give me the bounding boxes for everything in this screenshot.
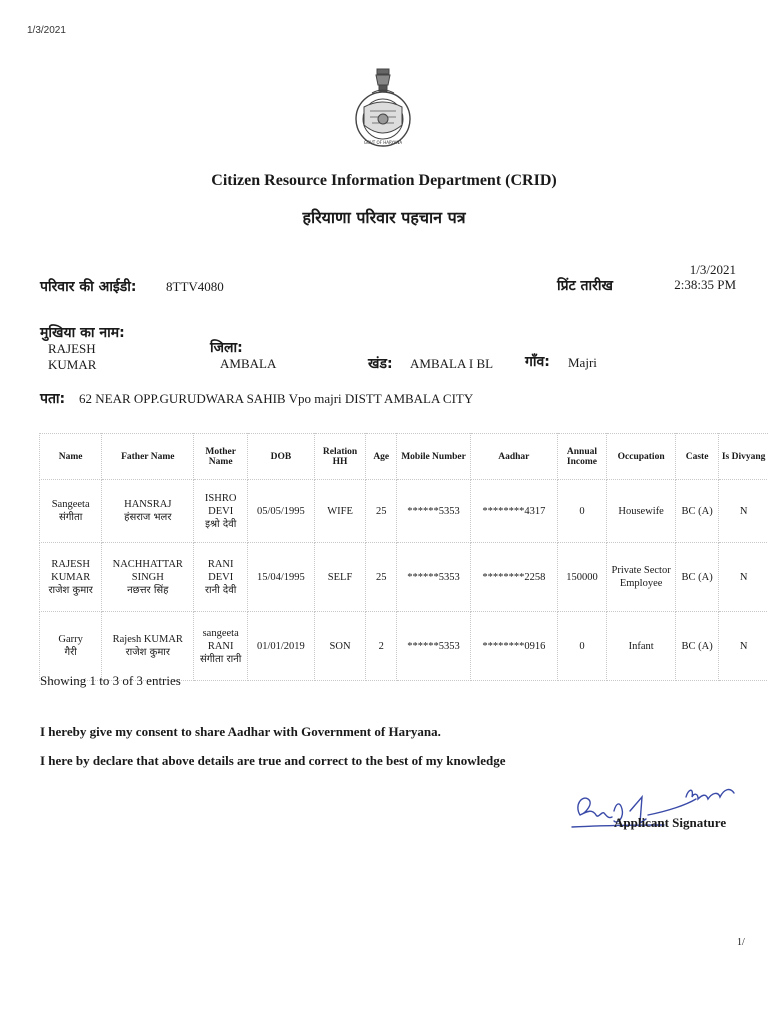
family-id-value: 8TTV4080 <box>166 279 224 294</box>
head-name-line-2: KUMAR <box>48 357 97 372</box>
village-value: Majri <box>568 355 597 370</box>
head-name <box>48 341 96 373</box>
cell-dob: 01/01/2019 <box>248 612 315 681</box>
cell-name: RAJESH KUMAR राजेश कुमार <box>40 543 102 612</box>
cell-name: Sangeeta संगीता <box>40 480 102 543</box>
head-name-line-1: RAJESH <box>48 341 96 356</box>
cell-father: HANSRAJ हंसराज भलर <box>102 480 194 543</box>
entries-count: Showing 1 to 3 of 3 entries <box>40 673 181 688</box>
col-mobile: Mobile Number <box>397 434 471 480</box>
family-id-label: परिवार की आईडी: <box>40 279 137 295</box>
table-row <box>40 543 768 612</box>
cell-occupation: Private Sector Employee <box>607 543 676 612</box>
top-date: 1/3/2021 <box>27 25 66 36</box>
cell-dob: 15/04/1995 <box>248 543 315 612</box>
col-name: Name <box>40 434 102 480</box>
cell-income: 150000 <box>557 543 607 612</box>
address-value: 62 NEAR OPP.GURUDWARA SAHIB Vpo majri DISTT AMBALA CITY <box>79 391 474 406</box>
cell-dob: 05/05/1995 <box>248 480 315 543</box>
block-value: AMBALA I BL <box>410 356 494 371</box>
cell-relation: SON <box>314 612 366 681</box>
table-row <box>40 480 768 543</box>
cell-mobile: ******5353 <box>397 480 471 543</box>
cell-occupation: Infant <box>607 612 676 681</box>
cell-father: Rajesh KUMAR राजेश कुमार <box>102 612 194 681</box>
aadhar-consent-text: I hereby give my consent to share Aadhar with Government of Haryana. <box>40 724 441 739</box>
page-number: 1/ <box>737 937 745 948</box>
col-caste: Caste <box>675 434 718 480</box>
cell-caste: BC (A) <box>675 480 718 543</box>
cell-divyang: N <box>719 543 768 612</box>
cell-age: 25 <box>366 480 397 543</box>
cell-caste: BC (A) <box>675 612 718 681</box>
district-label: जिला: <box>210 340 243 356</box>
village-label: गाँव: <box>525 354 550 370</box>
cell-income: 0 <box>557 612 607 681</box>
cell-name: Garry गैरी <box>40 612 102 681</box>
head-name-label: मुखिया का नाम: <box>40 325 125 341</box>
haryana-emblem-icon <box>352 67 414 153</box>
cell-father: NACHHATTAR SINGH नछत्तर सिंह <box>102 543 194 612</box>
district-value: AMBALA <box>220 356 277 371</box>
col-income: Annual Income <box>557 434 607 480</box>
cell-mobile: ******5353 <box>397 612 471 681</box>
col-relation: Relation HH <box>314 434 366 480</box>
col-divyang: Is Divyang <box>719 434 768 480</box>
applicant-signature-label: Applicant Signature <box>614 815 727 830</box>
declaration-text: I here by declare that above details are true and correct to the best of my knowledge <box>40 753 506 768</box>
cell-occupation: Housewife <box>607 480 676 543</box>
col-age: Age <box>366 434 397 480</box>
cell-age: 25 <box>366 543 397 612</box>
col-aadhar: Aadhar <box>471 434 558 480</box>
col-father-name: Father Name <box>102 434 194 480</box>
print-time: 2:38:35 PM <box>674 277 736 292</box>
card-title-hindi: हरियाणा परिवार पहचान पत्र <box>302 208 466 227</box>
cell-caste: BC (A) <box>675 543 718 612</box>
print-date: 1/3/2021 <box>689 262 736 277</box>
cell-age: 2 <box>366 612 397 681</box>
table-header-row <box>40 434 768 480</box>
cell-mother: RANI DEVI रानी देवी <box>194 543 248 612</box>
cell-income: 0 <box>557 480 607 543</box>
print-datetime <box>674 262 736 292</box>
cell-divyang: N <box>719 612 768 681</box>
cell-divyang: N <box>719 480 768 543</box>
cell-aadhar: ********0916 <box>471 612 558 681</box>
block-label: खंड: <box>368 356 393 372</box>
print-date-label: प्रिंट तारीख <box>557 278 613 294</box>
table-row <box>40 612 768 681</box>
cell-aadhar: ********2258 <box>471 543 558 612</box>
col-dob: DOB <box>248 434 315 480</box>
family-members-table <box>39 433 768 681</box>
cell-mother: sangeeta RANI संगीता रानी <box>194 612 248 681</box>
cell-mobile: ******5353 <box>397 543 471 612</box>
cell-mother: ISHRO DEVI इश्रो देवी <box>194 480 248 543</box>
col-mother-name: Mother Name <box>194 434 248 480</box>
emblem-text: GOVT OF HARYANA <box>363 140 403 145</box>
department-title: Citizen Resource Information Department (CRID) <box>211 172 557 189</box>
address-label: पता: <box>40 391 66 407</box>
cell-relation: WIFE <box>314 480 366 543</box>
col-occupation: Occupation <box>607 434 676 480</box>
cell-aadhar: ********4317 <box>471 480 558 543</box>
cell-relation: SELF <box>314 543 366 612</box>
